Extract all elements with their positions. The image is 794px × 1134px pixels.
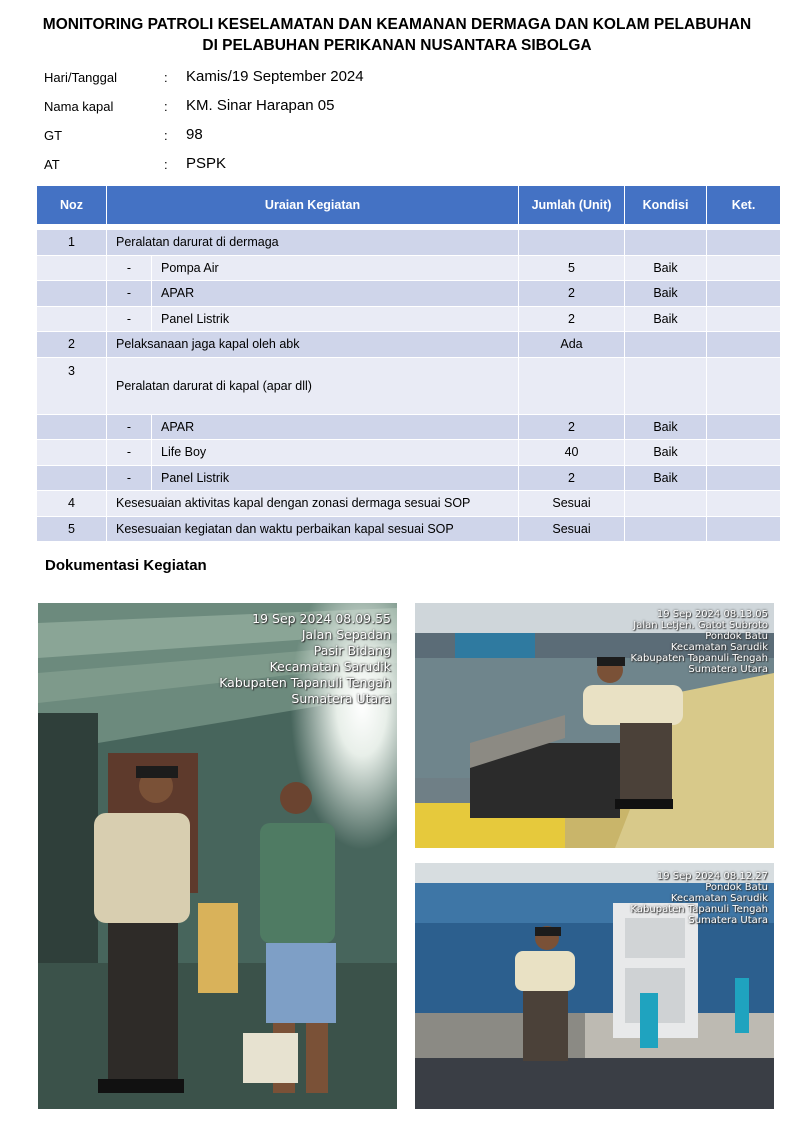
cell-no	[37, 306, 107, 332]
cell-item: Peralatan darurat di dermaga	[107, 230, 519, 256]
stamp-line: Sumatera Utara	[688, 915, 768, 926]
table-row	[37, 306, 781, 332]
cell-jumlah: 40	[519, 440, 625, 466]
info-colon: :	[164, 157, 168, 172]
photo-stamp	[631, 609, 768, 675]
cell-item: Panel Listrik	[152, 306, 519, 332]
cell-ket	[707, 306, 781, 332]
info-row-at	[44, 153, 464, 182]
info-colon: :	[164, 99, 168, 114]
documentation-heading: Dokumentasi Kegiatan	[45, 557, 207, 574]
header-jumlah: Jumlah (Unit)	[519, 186, 625, 225]
stamp-line: Kecamatan Sarudik	[670, 642, 768, 653]
cell-item: Peralatan darurat di kapal (apar dll)	[107, 357, 519, 414]
cell-ket	[707, 465, 781, 491]
cell-kondisi: Baik	[625, 255, 707, 281]
cell-jumlah: Sesuai	[519, 516, 625, 542]
stamp-line: 19 Sep 2024 08.13.05	[656, 609, 768, 620]
cell-jumlah: 5	[519, 255, 625, 281]
stamp-line: Kabupaten Tapanuli Tengah	[219, 675, 391, 690]
cell-no	[37, 281, 107, 307]
cell-jumlah	[519, 230, 625, 256]
table-row	[37, 281, 781, 307]
header-no: Noz	[37, 186, 107, 225]
cell-dash: -	[107, 281, 152, 307]
cell-ket	[707, 440, 781, 466]
cell-dash: -	[107, 414, 152, 440]
info-row-gt	[44, 124, 464, 153]
cell-dash: -	[107, 306, 152, 332]
cell-kondisi: Baik	[625, 465, 707, 491]
table-row	[37, 491, 781, 517]
header-ket: Ket.	[707, 186, 781, 225]
cell-jumlah: Sesuai	[519, 491, 625, 517]
stamp-line: Jalan Sepadan	[301, 627, 391, 642]
info-colon: :	[164, 128, 168, 143]
stamp-line: Kecamatan Sarudik	[269, 659, 391, 674]
table-row	[37, 230, 781, 256]
photo-stamp	[631, 871, 768, 926]
stamp-line: Pasir Bidang	[313, 643, 391, 658]
photo-dock-inspection	[415, 603, 774, 848]
info-label: GT	[44, 128, 63, 143]
title-line-1: MONITORING PATROLI KESELAMATAN DAN KEAMANAN DERMAGA DAN KOLAM PELABUHAN	[42, 16, 752, 33]
stamp-line: Pondok Batu	[705, 631, 768, 642]
header-uraian: Uraian Kegiatan	[107, 186, 519, 225]
title-line-2: DI PELABUHAN PERIKANAN NUSANTARA SIBOLGA	[202, 37, 592, 54]
photo-electric-panel	[415, 863, 774, 1109]
cell-ket	[707, 332, 781, 358]
document-title	[20, 14, 774, 56]
stamp-line: Sumatera Utara	[688, 664, 768, 675]
cell-no: 1	[37, 230, 107, 256]
cell-ket	[707, 255, 781, 281]
cell-item: APAR	[152, 281, 519, 307]
cell-no	[37, 440, 107, 466]
cell-dash: -	[107, 465, 152, 491]
table-header-row	[37, 186, 781, 225]
info-value: KM. Sinar Harapan 05	[186, 97, 335, 114]
cell-ket	[707, 230, 781, 256]
cell-item: APAR	[152, 414, 519, 440]
cell-kondisi: Baik	[625, 440, 707, 466]
info-block	[44, 66, 464, 182]
table-row	[37, 414, 781, 440]
info-value: 98	[186, 126, 203, 143]
cell-kondisi	[625, 230, 707, 256]
cell-kondisi: Baik	[625, 414, 707, 440]
cell-kondisi	[625, 332, 707, 358]
cell-item: Pelaksanaan jaga kapal oleh abk	[107, 332, 519, 358]
cell-item: Kesesuaian aktivitas kapal dengan zonasi dermaga sesuai SOP	[107, 491, 519, 517]
stamp-line: Jalan Letjen. Gatot Subroto	[633, 620, 768, 631]
info-value: PSPK	[186, 155, 227, 172]
cell-no: 2	[37, 332, 107, 358]
cell-item: Life Boy	[152, 440, 519, 466]
cell-jumlah: 2	[519, 281, 625, 307]
info-value: Kamis/19 September 2024	[186, 68, 364, 85]
cell-item: Panel Listrik	[152, 465, 519, 491]
cell-ket	[707, 491, 781, 517]
cell-jumlah: 2	[519, 465, 625, 491]
stamp-line: Pondok Batu	[705, 882, 768, 893]
stamp-line: Kabupaten Tapanuli Tengah	[630, 904, 768, 915]
cell-no	[37, 255, 107, 281]
cell-ket	[707, 414, 781, 440]
cell-kondisi	[625, 516, 707, 542]
stamp-line: Kabupaten Tapanuli Tengah	[630, 653, 768, 664]
cell-dash: -	[107, 440, 152, 466]
info-label: Hari/Tanggal	[44, 70, 117, 85]
table-row	[37, 255, 781, 281]
cell-jumlah: 2	[519, 414, 625, 440]
photo-ship-cabin	[38, 603, 397, 1109]
cell-item: Pompa Air	[152, 255, 519, 281]
table-row	[37, 357, 781, 414]
table-row	[37, 440, 781, 466]
stamp-line: 19 Sep 2024 08.09.55	[252, 611, 391, 626]
header-kondisi: Kondisi	[625, 186, 707, 225]
cell-ket	[707, 516, 781, 542]
cell-kondisi: Baik	[625, 306, 707, 332]
cell-jumlah	[519, 357, 625, 414]
cell-ket	[707, 281, 781, 307]
cell-item: Kesesuaian kegiatan dan waktu perbaikan kapal sesuai SOP	[107, 516, 519, 542]
cell-ket	[707, 357, 781, 414]
cell-kondisi	[625, 491, 707, 517]
cell-no: 3	[37, 357, 107, 414]
info-label: Nama kapal	[44, 99, 114, 114]
cell-jumlah: Ada	[519, 332, 625, 358]
info-label: AT	[44, 157, 60, 172]
info-colon: :	[164, 70, 168, 85]
table-row	[37, 465, 781, 491]
cell-no: 5	[37, 516, 107, 542]
photo-stamp	[219, 611, 391, 707]
cell-kondisi	[625, 357, 707, 414]
cell-no: 4	[37, 491, 107, 517]
table-row	[37, 516, 781, 542]
cell-no	[37, 465, 107, 491]
cell-kondisi: Baik	[625, 281, 707, 307]
stamp-line: Sumatera Utara	[291, 691, 391, 706]
cell-jumlah: 2	[519, 306, 625, 332]
stamp-line: Kecamatan Sarudik	[670, 893, 768, 904]
cell-dash: -	[107, 255, 152, 281]
info-row-ship-name	[44, 95, 464, 124]
activity-table	[36, 185, 781, 542]
stamp-line: 19 Sep 2024 08.12.27	[656, 871, 768, 882]
cell-no	[37, 414, 107, 440]
info-row-date	[44, 66, 464, 95]
table-row	[37, 332, 781, 358]
